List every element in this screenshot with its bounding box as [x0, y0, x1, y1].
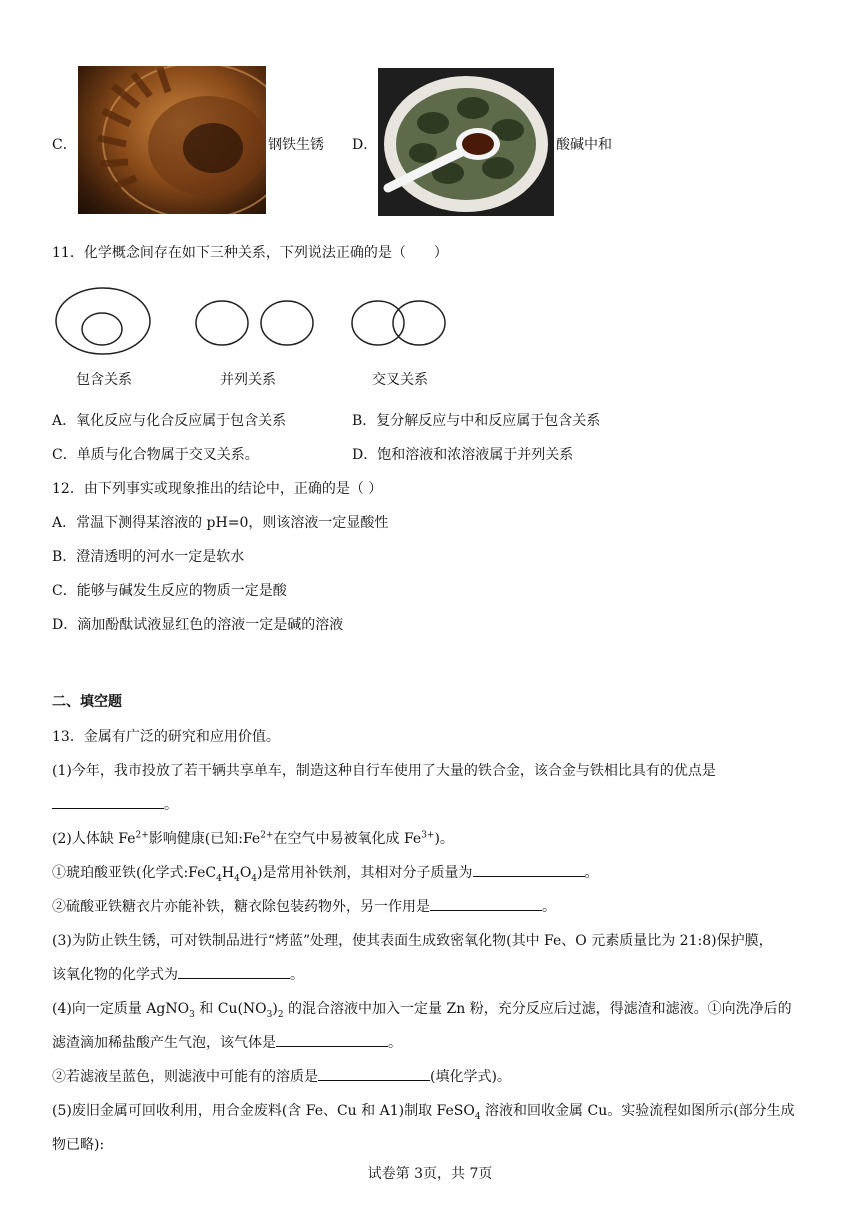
q13-part4-line1: (4)向一定质量 AgNO$_3$ 和 $Cu(NO_3)_2$ 的混合溶液中加入一定量 Zn 粉，充分反应后过滤，得滤渣和滤液。①向洗净后的	[52, 1001, 792, 1020]
answer-blank[interactable]	[178, 966, 290, 979]
answer-blank[interactable]	[52, 796, 164, 809]
q12-option-b[interactable]: B．澄清透明的河水一定是软水	[52, 549, 245, 565]
q11-option-b[interactable]: B．复分解反应与中和反应属于包含关系	[352, 413, 601, 429]
q13-part1-answer-line: 。	[52, 794, 178, 814]
q11-option-d[interactable]: D．饱和溶液和浓溶液属于并列关系	[352, 447, 574, 463]
parallel-right-circle	[261, 301, 313, 345]
question-11-stem: 11．化学概念间存在如下三种关系，下列说法正确的是（ ）	[52, 245, 448, 261]
q13-part5-line2: 物已略):	[52, 1137, 105, 1153]
option-d-caption: 酸碱中和	[556, 137, 612, 153]
answer-blank[interactable]	[318, 1068, 430, 1081]
q11-option-c[interactable]: C．单质与化合物属于交叉关系。	[52, 447, 259, 463]
q11-option-a[interactable]: A．氧化反应与化合反应属于包含关系	[52, 413, 287, 429]
q13-part3-line2: 该氧化物的化学式为 。	[52, 967, 304, 983]
cross-left-circle	[352, 301, 404, 345]
parallel-left-circle	[196, 301, 248, 345]
preserved-egg-image	[378, 68, 554, 216]
cross-right-circle	[393, 301, 445, 345]
q13-part2-text: (2)人体缺 $Fe^{2+}$影响健康(已知$:Fe^{2+}$在空气中易被氧化成 $Fe^{3+}$)。	[52, 830, 454, 847]
q13-part5-line1: (5)废旧金属可回收利用，用合金废料(含 Fe、Cu 和 A1)制取 FeSO$_4$ 溶液和回收金属 Cu。实验流程如图所示(部分生成	[52, 1103, 795, 1122]
plate-with-spoon-icon	[378, 68, 554, 216]
q13-part2-1-text: ①琥珀酸亚铁(化学式$:FeC_4H_4O_4$)是常用补铁剂，其相对分子质量为 。	[52, 865, 599, 884]
option-d-letter: D．	[352, 137, 378, 153]
diagram-label-cross: 交叉关系	[372, 372, 428, 388]
q13-part2-2-text: ②硫酸亚铁糖衣片亦能补铁，糖衣除包装药物外，另一作用是 。	[52, 899, 556, 915]
gear-icon	[78, 66, 266, 214]
option-c-caption: 钢铁生锈	[268, 137, 324, 153]
answer-blank[interactable]	[276, 1034, 388, 1047]
q12-option-c[interactable]: C．能够与碱发生反应的物质一定是酸	[52, 583, 287, 599]
q13-part4-line2: 滤渣滴加稀盐酸产生气泡，该气体是 。	[52, 1035, 402, 1051]
page-footer: 试卷第 3页，共 7页	[367, 1166, 493, 1182]
rusty-gear-image	[78, 66, 266, 214]
q12-option-d[interactable]: D．滴加酚酞试液显红色的溶液一定是碱的溶液	[52, 617, 344, 633]
inner-set-circle	[82, 313, 122, 345]
q12-option-a[interactable]: A．常温下测得某溶液的 pH=0，则该溶液一定显酸性	[52, 515, 389, 531]
diagram-label-inclusion: 包含关系	[76, 372, 132, 388]
option-c-letter: C．	[52, 137, 77, 153]
question-13-stem: 13．金属有广泛的研究和应用价值。	[52, 729, 280, 745]
q13-part3-line1: (3)为防止铁生锈，可对铁制品进行“烤蓝”处理，使其表面生成致密氧化物(其中 Fe、O 元素质量比为 21:8)保护膜，	[52, 933, 773, 949]
outer-set-circle	[56, 288, 150, 354]
answer-blank[interactable]	[430, 898, 542, 911]
q13-part4-2-text: ②若滤液呈蓝色，则滤液中可能有的溶质是 (填化学式)。	[52, 1069, 511, 1085]
question-12-stem: 12．由下列事实或现象推出的结论中，正确的是（ ）	[52, 481, 383, 497]
section-title: 二、填空题	[52, 694, 122, 710]
answer-blank[interactable]	[473, 864, 585, 877]
q13-part1-text: (1)今年，我市投放了若干辆共享单车，制造这种自行车使用了大量的铁合金，该合金与铁相比具有的优点是	[52, 763, 716, 779]
diagram-label-parallel: 并列关系	[220, 372, 276, 388]
